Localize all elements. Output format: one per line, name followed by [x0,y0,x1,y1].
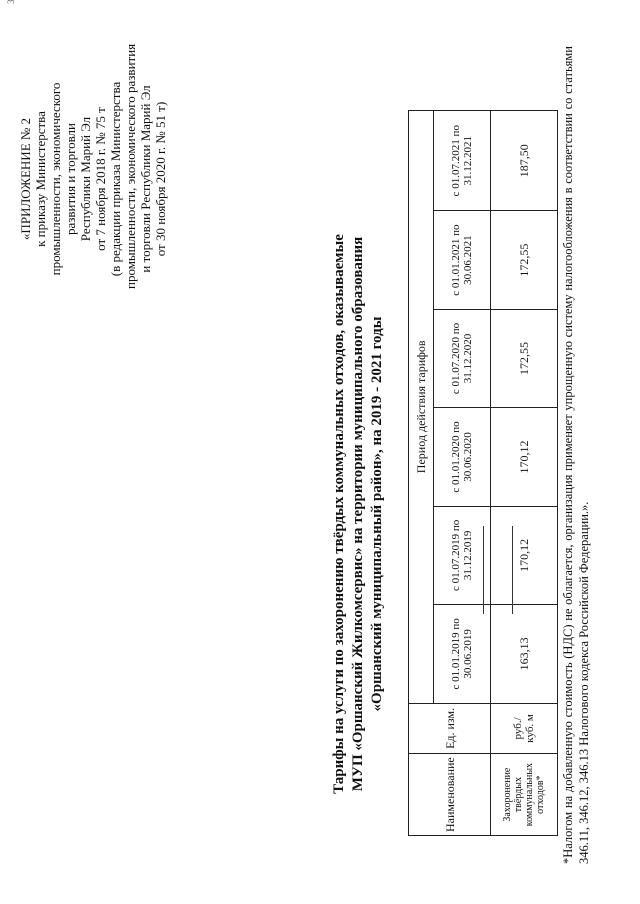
tariff-value-cell: 172,55 [491,309,558,407]
period-header: с 01.01.2020 по 30.06.2020 [434,408,491,506]
footnote-text: *Налогом на добавленную стоимость (НДС) не облагается, организация применяет упрощенную систему налогообложения в соответствии со статьями 346.11, 346.12, 346.13 Налогового кодекса Российской Федерации.». [561,46,591,864]
tariff-table [408,110,558,836]
column-header-unit: Ед. изм. [409,703,491,754]
tariff-value-cell: 163,13 [491,605,558,703]
separator-line [483,526,484,614]
title-line: «Оршанский муниципальный район», на 2019 - 2021 годы [369,316,385,712]
annex-block [18,43,168,289]
title-line: МУП «Оршанский Жилкомсервис» на территории муниципального образования [350,236,366,792]
period-header: с 01.07.2019 по 31.12.2019 [434,506,491,604]
document-title [330,194,387,834]
period-header: с 01.07.2021 по 31.12.2021 [434,111,491,211]
title-line: Тарифы на услуги по захоронению твёрдых коммунальных отходов, оказываемые [331,234,347,794]
annex-line: промышленности, экономического развития [123,43,138,289]
annex-line: (в редакции приказа Министерства [108,81,123,277]
annex-line: от 30 ноября 2020 г. № 51 т) [153,101,168,257]
annex-line: от 7 ноября 2018 г. № 75 т [93,107,108,251]
annex-line: Республики Марий Эл [78,116,93,242]
separator-line [512,526,513,614]
tariff-value-cell: 172,55 [491,211,558,309]
period-header: с 01.07.2020 по 31.12.2020 [434,309,491,407]
period-header: с 01.01.2021 по 30.06.2021 [434,211,491,309]
annex-line: промышленности, экономического [48,82,63,276]
unit-cell: руб./ куб. м [491,703,558,754]
annex-line: к приказу Министерства [33,111,48,247]
service-name-cell: Захоронение твёрдых коммунальных отходов* [491,754,558,836]
tariff-value-cell: 170,12 [491,408,558,506]
column-header-period: Период действия тарифов [409,111,434,704]
period-header: с 01.01.2019 по 30.06.2019 [434,605,491,703]
annex-line: и торговли Республики Марий Эл [138,85,153,273]
annex-line: развития и торговли [63,123,78,236]
tariff-value-cell: 170,12 [491,506,558,604]
annex-line: «ПРИЛОЖЕНИЕ № 2 [18,117,33,241]
tariff-value-cell: 187,50 [491,111,558,211]
column-header-name: Наименование [409,754,491,836]
table-row [491,111,558,836]
page-corner-mark: 3 [6,0,16,4]
